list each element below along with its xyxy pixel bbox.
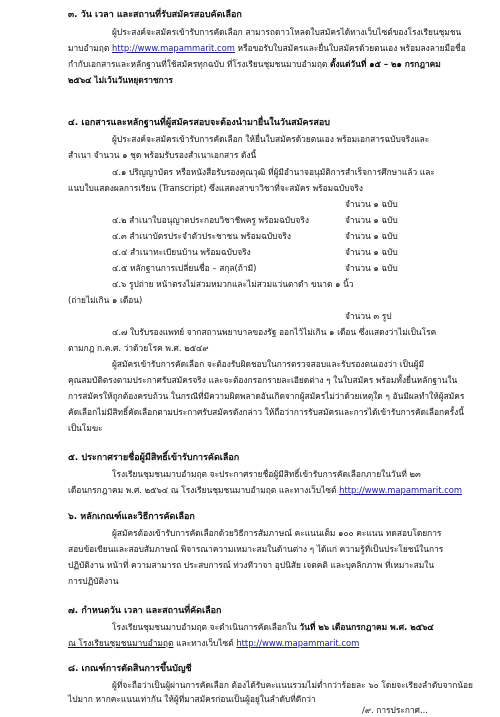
section-3-paragraph-line — [68, 43, 466, 55]
document-item-degree-cont: แนบใบแสดงผลการเรียน (Transcript) ซึ่งแสดงสาขาวิชาที่จะสมัคร พร้อมฉบับจริง — [68, 183, 364, 193]
document-item-degree: ๔.๑ ปริญญาบัตร หรือหนังสือรับรองคุณวุฒิ ที่ผู้มีอำนาจอนุมัติการสำเร็จการศึกษาแล้ว และ — [112, 167, 435, 177]
apply-location-text: กำกับเอกสารและหลักฐานที่ใช้สมัครทุกฉบับ ที่โรงเรียนชุมชนมาบอำมฤต — [68, 59, 328, 69]
selection-location: ณ โรงเรียนชุมชนมาบอำมฤต — [68, 638, 174, 648]
section-8-paragraph-line: ไปมาก หากคะแนนเท่ากัน ให้ผู้ที่มาสมัครก่อนเป็นผู้อยู่ในลำดับที่ดีกว่า — [68, 694, 316, 704]
applicant-responsibility-note: คัดเลือกไม่มีสิทธิ์คัดเลือกตามประกาศรับสมัครดังกล่าว ให้ถือว่าการรับสมัครและการได้เข้ารับการคัดเลือกครั้งนี้ — [68, 407, 464, 417]
school-name-text: มาบอำมฤต — [68, 43, 110, 53]
document-item-quantity: จำนวน ๑ ฉบับ — [345, 263, 398, 273]
school-website-link[interactable]: http://www.mapammarit.com — [111, 43, 235, 53]
section-6-paragraph-line: การปฏิบัติงาน — [68, 576, 119, 586]
document-item-quantity: จำนวน ๑ ฉบับ — [345, 247, 398, 257]
document-item-quantity: จำนวน ๑ ฉบับ — [345, 231, 398, 241]
section-7-paragraph-line — [112, 622, 434, 634]
section-5-paragraph-line: โรงเรียนชุมชนมาบอำมฤต จะประกาศรายชื่อผู้มีสิทธิ์เข้ารับการคัดเลือกภายในวันที่ ๒๓ — [112, 469, 421, 479]
section-8-paragraph-line: ผู้ที่จะถือว่าเป็นผู้ผ่านการคัดเลือก ต้องได้รับคะแนนรวมไม่ต่ำกว่าร้อยละ ๖๐ โดยจะเรียงลำดับจากน้อย — [112, 680, 473, 690]
section-7-paragraph-line — [68, 638, 359, 650]
section-8-heading: ๘. เกณฑ์การตัดสินการขึ้นบัญชี — [68, 664, 192, 674]
announcement-date-text: เดือนกรกฎาคม พ.ศ. ๒๕๖๔ ณ โรงเรียนชุมชนมาบอำมฤต และทางเว็บไซต์ — [68, 485, 337, 495]
section-4-paragraph-line: สำเนา จำนวน ๑ ชุด พร้อมรับรองสำเนาเอกสาร ดังนี้ — [68, 150, 257, 160]
section-5-paragraph-line — [68, 485, 462, 497]
section-6-paragraph-line: สอบข้อเขียนและสอบสัมภาษณ์ พิจารณาความเหมาะสมในด้านต่าง ๆ ได้แก่ ความรู้ที่เป็นประโยชน์ในการ — [68, 544, 444, 554]
applicant-responsibility-note: คุณสมบัติตรงตามประกาศรับสมัครจริง และจะต้องกรอกรายละเอียดต่าง ๆ ในใบสมัคร พร้อมทั้งยื่นหลักฐานใน — [68, 375, 458, 385]
document-item-medical-certificate: ๔.๗ ใบรับรองแพทย์ จากสถานพยาบาลของรัฐ ออกไว้ไม่เกิน ๑ เดือน ซึ่งแสดงว่าไม่เป็นโรค — [112, 327, 437, 337]
document-item-medical-certificate-cont: ตามกฎ ก.ค.ศ. ว่าด้วยโรค พ.ศ. ๒๕๔๙ — [68, 343, 209, 353]
apply-instruction-text: หรือขอรับใบสมัครและยื่นใบสมัครด้วยตนเอง พร้อมลงลายมือชื่อ — [237, 43, 466, 53]
section-6-paragraph-line: ปฏิบัติงาน หน้าที่ ความสามารถ ประสบการณ์ ท่วงทีวาจา อุปนิสัย เจตคติ และบุคลิกภาพ ที่เหมาะสมใน — [68, 560, 435, 570]
section-3-paragraph-line: ผู้ประสงค์จะสมัครเข้ารับการคัดเลือก สามารถดาวโหลดใบสมัครได้ทางเว็บไซต์ของโรงเรียนชุมชน — [112, 27, 462, 37]
school-website-link[interactable]: http://www.mapammarit.com — [339, 485, 463, 495]
section-4-heading: ๔. เอกสารและหลักฐานที่ผู้สมัครสอบจะต้องนำมายื่นในวันสมัครสอบ — [68, 118, 331, 128]
section-7-heading: ๗. กำหนดวัน เวลา และสถานที่คัดเลือก — [68, 606, 222, 616]
section-6-paragraph-line: ผู้สมัครต้องเข้ารับการคัดเลือกด้วยวิธีการสัมภาษณ์ คะแนนเต็ม ๑๐๐ คะแนน ทดสอบโดยการ — [112, 528, 442, 538]
document-item-house-registration: ๔.๔ สำเนาทะเบียนบ้าน พร้อมฉบับจริง — [112, 247, 251, 257]
section-3-paragraph-line — [68, 59, 441, 71]
document-item-quantity: จำนวน ๓ รูป — [345, 311, 392, 321]
apply-date-range: ตั้งแต่วันที่ ๑๕ – ๒๑ กรกฎาคม — [330, 59, 441, 69]
section-6-heading: ๖. หลักเกณฑ์และวิธีการคัดเลือก — [68, 512, 195, 522]
selection-intro-text: โรงเรียนชุมชนมาบอำมฤต จะดำเนินการคัดเลือกใน — [112, 622, 297, 632]
applicant-responsibility-note: เป็นโมฆะ — [68, 423, 103, 433]
document-item-photo-cont: (ถ่ายไม่เกิน ๑ เดือน) — [68, 295, 143, 305]
website-label-text: และทางเว็บไซต์ — [176, 638, 234, 648]
section-4-paragraph-line: ผู้ประสงค์จะสมัครเข้ารับการคัดเลือก ให้ยื่นใบสมัครด้วยตนเอง พร้อมเอกสารฉบับจริงและ — [112, 134, 430, 144]
applicant-responsibility-note: การสมัครให้ถูกต้องครบถ้วน ในกรณีที่มีความผิดพลาดอันเกิดจากผู้สมัครไม่ว่าด้วยเหตุใด ๆ อันมีผลทำให้ผู้สมัคร — [68, 391, 465, 401]
apply-date-year: ๒๕๖๔ ไม่เว้นวันหยุดราชการ — [68, 75, 173, 85]
document-item-id-card: ๔.๓ สำเนาบัตรประจำตัวประชาชน พร้อมฉบับจริง — [112, 231, 291, 241]
section-5-heading: ๕. ประกาศรายชื่อผู้มีสิทธิ์เข้ารับการคัดเลือก — [68, 453, 240, 463]
section-3-heading: ๓. วัน เวลา และสถานที่รับสมัครสอบคัดเลือก — [68, 10, 242, 20]
school-website-link[interactable]: http://www.mapammarit.com — [236, 638, 360, 648]
document-item-quantity: จำนวน ๑ ฉบับ — [345, 215, 398, 225]
document-item-teaching-license: ๔.๒ สำเนาใบอนุญาตประกอบวิชาชีพครู พร้อมฉบับจริง — [112, 215, 309, 225]
page-continuation-marker: /๙. การประกาศ... — [362, 705, 428, 715]
document-item-quantity: จำนวน ๑ ฉบับ — [345, 199, 398, 209]
document-item-name-change: ๔.๕ หลักฐานการเปลี่ยนชื่อ – สกุล(ถ้ามี) — [112, 263, 257, 273]
document-item-photo: ๔.๖ รูปถ่าย หน้าตรงไม่สวมหมวกและไม่สวมแว่นตาดำ ขนาด ๑ นิ้ว — [112, 279, 354, 289]
applicant-responsibility-note: ผู้สมัครเข้ารับการคัดเลือก จะต้องรับผิดชอบในการตรวจสอบและรับรองตนเองว่า เป็นผู้มี — [112, 359, 425, 369]
selection-date: วันที่ ๒๖ เดือนกรกฎาคม พ.ศ. ๒๕๖๔ — [299, 622, 434, 632]
